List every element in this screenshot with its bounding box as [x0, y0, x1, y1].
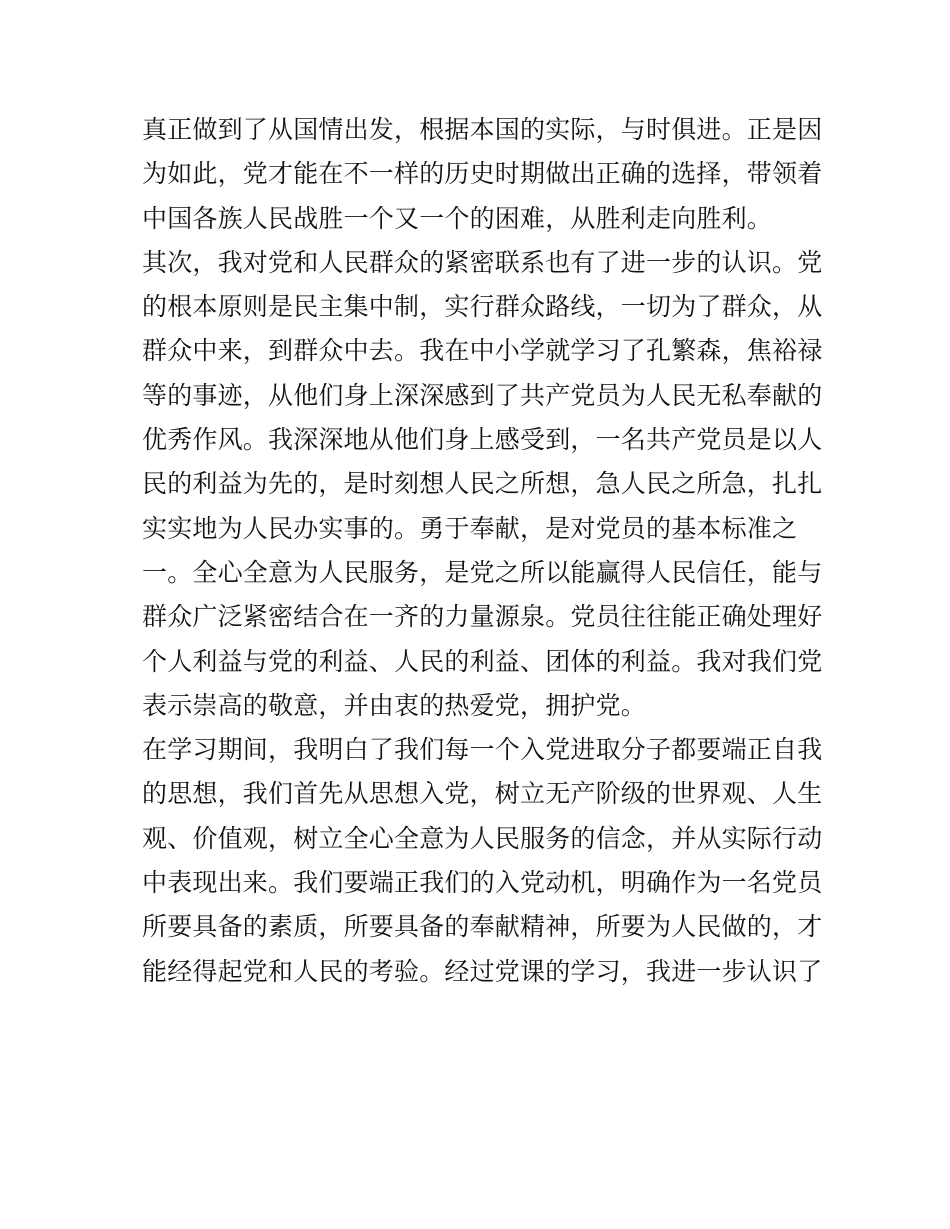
text-line: 的根本原则是民主集中制，实行群众路线，一切为了群众，从 — [142, 292, 823, 322]
text-line: 优秀作风。我深深地从他们身上感受到，一名共产党员是以人 — [142, 425, 823, 455]
text-line: 表示崇高的敬意，并由衷的热爱党，拥护党。 — [142, 690, 647, 720]
text-line: 其次，我对党和人民群众的紧密联系也有了进一步的认识。党 — [142, 247, 823, 277]
text-line: 观、价值观，树立全心全意为人民服务的信念，并从实际行动 — [142, 823, 823, 853]
text-line: 在学习期间，我明白了我们每一个入党进取分子都要端正自我 — [142, 735, 823, 765]
text-line: 中表现出来。我们要端正我们的入党动机，明确作为一名党员 — [142, 868, 823, 898]
text-line: 能经得起党和人民的考验。经过党课的学习，我进一步认识了 — [142, 956, 823, 986]
text-line: 等的事迹，从他们身上深深感到了共产党员为人民无私奉献的 — [142, 380, 823, 410]
text-line: 中国各族人民战胜一个又一个的困难，从胜利走向胜利。 — [142, 203, 773, 233]
text-line: 群众中来，到群众中去。我在中小学就学习了孔繁森，焦裕禄 — [142, 336, 823, 366]
text-line: 真正做到了从国情出发，根据本国的实际，与时俱进。正是因 — [142, 115, 823, 144]
text-line: 的思想，我们首先从思想入党，树立无产阶级的世界观、人生 — [142, 779, 823, 809]
text-line: 个人利益与党的利益、人民的利益、团体的利益。我对我们党 — [142, 646, 823, 676]
body-text — [142, 108, 822, 994]
text-line: 所要具备的素质，所要具备的奉献精神，所要为人民做的，才 — [142, 912, 823, 942]
text-line: 群众广泛紧密结合在一齐的力量源泉。党员往往能正确处理好 — [142, 602, 823, 632]
text-line: 实实地为人民办实事的。勇于奉献，是对党员的基本标准之 — [142, 513, 798, 543]
text-line: 一。全心全意为人民服务，是党之所以能赢得人民信任，能与 — [142, 557, 823, 587]
text-line: 民的利益为先的，是时刻想人民之所想，急人民之所急，扎扎 — [142, 469, 823, 499]
text-line: 为如此，党才能在不一样的历史时期做出正确的选择，带领着 — [142, 159, 823, 189]
